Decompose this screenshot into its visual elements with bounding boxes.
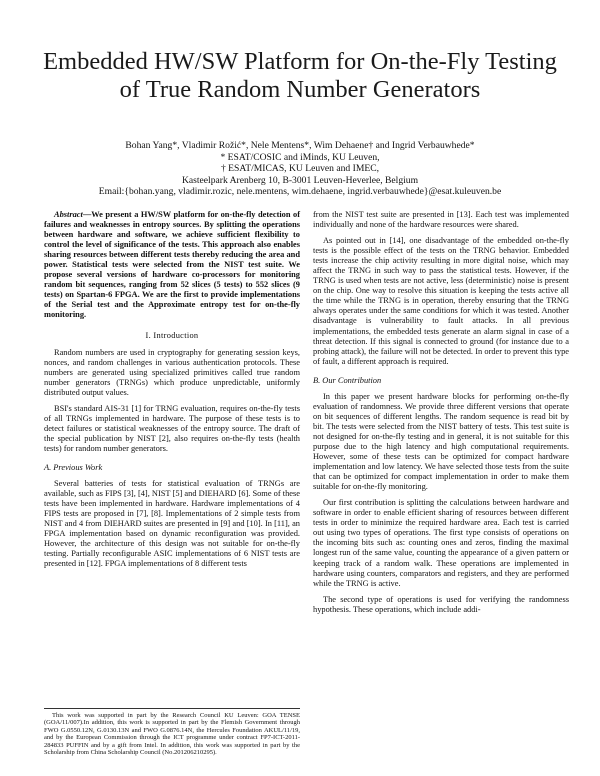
previous-work-paragraph-2: As pointed out in [14], one disadvantage of the embedded on-the-fly tests is the possible effect of the tests on the TRNG behavior. Embedded tests increase the chip activity resulting in more digital noise, which may affect the TRNG in such way to pass the statistical tests. However, if the TRNG is used when tests are not active, less (deterministic) noise is present on the chip. One way to resolve this situation is keeping the tests active all the time while the TRNG is in operation, thereby ensuring that the TRNG always operates under the same conditions for which it was tested. Another disadvantage is vulnerability to fault attacks. In all previous implementations, the embedded tests generate an alarm signal in case of a threat detection. If this signal is connected to ground (for instance due to a probing attack), the failure will not be detected. In order to prevent this type of fault, a different approach is required. xyxy=(313,236,569,366)
right-column xyxy=(313,210,569,621)
contribution-paragraph-2: Our first contribution is splitting the calculations between hardware and software in order to enable efficient sharing of resources between different tests in order to minimize the required hardware area. Each test is carried out using two types of operations. The first type consists of operations on the incoming bits such as: counting ones and zeros, finding the maximal longest run of the same value, counting the appearance of a given pattern or keeping track of a random walk. These operations are implemented in hardware using counters, comparators and registers, and they are performed while the TRNG is active. xyxy=(313,498,569,588)
author-block xyxy=(30,140,570,198)
title-line-2: of True Random Number Generators xyxy=(119,76,481,103)
left-column xyxy=(44,210,300,576)
previous-work-paragraph: Several batteries of tests for statistical evaluation of TRNGs are available, such as FIPS [3], [4], NIST [5] and DIEHARD [6]. Some of these tests have been implemented in hardware. Hardware implementations of 4 FIPS tests are proposed in [7], [8]. Implementations of 2 simple tests from NIST and 4 from DIEHARD suites are presented in [9] and [10]. In [11], an FPGA implementation based on dynamic reconfiguration was provided. However, the architecture of this design was not suitable for on-the-fly testing. Partially reconfigurable ASIC implementations of 6 NIST tests are presented in [12]. FPGA implementations of 8 different tests xyxy=(44,479,300,569)
intro-paragraph-1: Random numbers are used in cryptography for generating session keys, nonces, and random challenges in various authentication protocols. These numbers are generated using specialized primitives called true random number generators (TRNGs) which produce unpredictable, uniformly distributed output values. xyxy=(44,347,300,397)
subsection-heading-contribution: B. Our Contribution xyxy=(313,375,382,385)
contribution-paragraph-1: In this paper we present hardware blocks for performing on-the-fly evaluation of randomness. We provide three different versions that operate on bit sequences of different lengths. The random sequence is read bit by bit. The tests were selected from the NIST battery of tests. This test suite is not designed for on-the-fly testing and in general, it is not suitable for this purpose due to the high latency and high computational requirements. However, some of these tests can be optimized for compact hardware implementation and low latency. We have selected those tests from the suite that can be optimized for compact implementation in order to make them suitable for on-the-fly monitoring. xyxy=(313,391,569,492)
title-line-1: Embedded HW/SW Platform for On-the-Fly Testing xyxy=(43,48,557,75)
subsection-heading-previous-work: A. Previous Work xyxy=(44,463,103,473)
affiliation-2: † ESAT/MICAS, KU Leuven and IMEC, xyxy=(220,163,380,175)
abstract-text: —We present a HW/SW platform for on-the-fly detection of failures and weaknesses in entropy sources. By splitting the operations between hardware and software, we achieve sufficient flexibility to control the level of significance of the tests. This approach also enables sharing resources between different tests thereby reducing the area and power. Statistical tests were selected from the NIST test suite. We propose several versions of hardware co-processors for monitoring random bit sequences, ranging from 52 slices (5 tests) to 552 slices (9 tests) on Spartan-6 FPGA. We are the first to provide implementations of the Serial test and the Approximate entropy test for on-the-fly monitoring. xyxy=(44,210,300,320)
abstract-label: Abstract xyxy=(54,210,83,219)
affiliation-1: * ESAT/COSIC and iMinds, KU Leuven, xyxy=(220,151,380,163)
abstract xyxy=(44,210,300,321)
previous-work-continuation: from the NIST test suite are presented in [13]. Each test was implemented individually and none of the hardware resources were shared. xyxy=(313,210,569,230)
paper-title xyxy=(30,48,570,104)
footnote-text: This work was supported in part by the Research Council KU Leuven: GOA TENSE (GOA/11/007).In addition, this work is supported in part by the Flemish Government through FWO G.0550.12N, G.0130.13N and FWO G.0876.14N, the Hercules Foundation AKUL/11/19, and by the European Commission through the ICT programme under contract FP7-ICT-2011-284833 PUFFIN and by a gift from Intel. In addition, this work was supported in part by the Scholarship from China Scholarship Council (No.201206210295). xyxy=(44,712,300,757)
email: Email:{bohan.yang, vladimir.rozic, nele.mentens, wim.dehaene, ingrid.verbauwhede}@esat.kuleuven.be xyxy=(98,186,502,198)
intro-paragraph-2: BSI's standard AIS-31 [1] for TRNG evaluation, requires on-the-fly tests of all TRNGs implemented in hardware. The purpose of these tests is to detect failures or statistical weaknesses of the entropy source. The draft of the special publication by NIST [2], also requires on-the-fly tests (health tests) for random number generators. xyxy=(44,403,300,453)
contribution-paragraph-3: The second type of operations is used for verifying the randomness hypothesis. These operations, which include addi- xyxy=(313,594,569,614)
footnote xyxy=(44,708,300,757)
author-names: Bohan Yang*, Vladimir Rožić*, Nele Mentens*, Wim Dehaene† and Ingrid Verbauwhede* xyxy=(125,140,475,151)
address: Kasteelpark Arenberg 10, B-3001 Leuven-Heverlee, Belgium xyxy=(181,174,419,186)
section-heading-introduction: I. Introduction xyxy=(145,330,199,340)
